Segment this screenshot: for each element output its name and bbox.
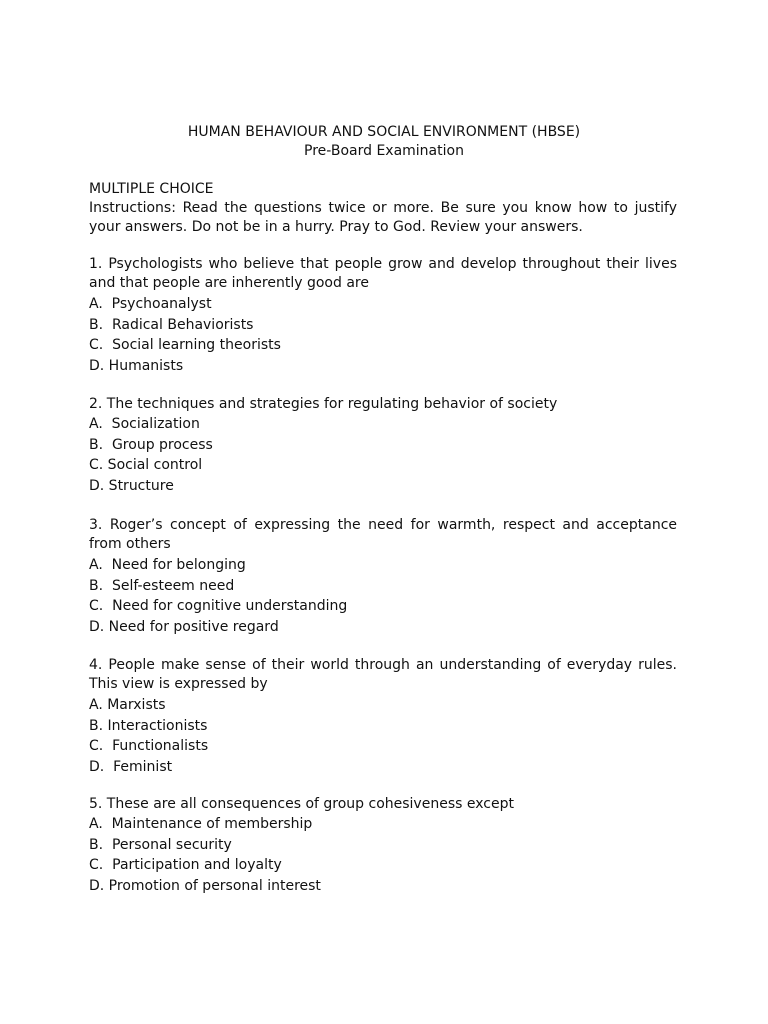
answer-option-c: C. Participation and loyalty <box>89 857 282 874</box>
answer-option-b: B. Personal security <box>89 836 232 853</box>
question-3 <box>89 516 677 638</box>
question-stem: 5. These are all consequences of group cohesiveness except <box>89 796 514 812</box>
answer-option-a: A. Psychoanalyst <box>89 296 212 312</box>
answer-option-b: B. Interactionists <box>89 717 208 734</box>
answer-options <box>89 695 677 778</box>
answer-option-d: D. Structure <box>89 478 174 495</box>
answer-option-d: D. Promotion of personal interest <box>89 878 321 895</box>
answer-option-a: A. Maintenance of membership <box>89 816 313 832</box>
answer-options <box>89 555 677 638</box>
answer-option-b: B. Self-esteem need <box>89 577 235 594</box>
answer-option-b: B. Radical Behaviorists <box>89 316 254 333</box>
instructions-text: Instructions: Read the questions twice or more. Be sure you know how to justify your answers. Do not be in a hurry. Pray to God. Review your answers. <box>89 200 677 235</box>
answer-option-a: A. Need for belonging <box>89 557 246 573</box>
answer-options <box>89 814 677 897</box>
answer-option-c: C. Social learning theorists <box>89 337 281 354</box>
answer-option-d: D. Need for positive regard <box>89 619 279 636</box>
answer-options <box>89 414 677 497</box>
question-stem: 1. Psychologists who believe that people grow and develop throughout their lives and that people are inherently good are <box>89 256 677 291</box>
question-1 <box>89 255 677 377</box>
answer-option-c: C. Functionalists <box>89 738 209 755</box>
question-5 <box>89 795 677 897</box>
answer-option-c: C. Social control <box>89 457 203 474</box>
question-stem: 3. Roger’s concept of expressing the need for warmth, respect and acceptance from others <box>89 517 677 552</box>
answer-option-c: C. Need for cognitive understanding <box>89 598 348 615</box>
answer-option-a: A. Marxists <box>89 697 166 713</box>
answer-option-d: D. Humanists <box>89 358 184 375</box>
question-2 <box>89 395 677 497</box>
document-subtitle: Pre-Board Examination <box>304 143 464 159</box>
section-heading: MULTIPLE CHOICE <box>89 181 214 197</box>
answer-option-a: A. Socialization <box>89 416 200 432</box>
document-title: HUMAN BEHAVIOUR AND SOCIAL ENVIRONMENT (HBSE) <box>187 124 581 140</box>
question-stem: 2. The techniques and strategies for regulating behavior of society <box>89 396 558 412</box>
answer-options <box>89 294 677 377</box>
answer-option-b: B. Group process <box>89 436 213 453</box>
answer-option-d: D. Feminist <box>89 759 173 776</box>
question-stem: 4. People make sense of their world through an understanding of everyday rules. This view is expressed by <box>89 657 677 692</box>
question-4 <box>89 656 677 778</box>
